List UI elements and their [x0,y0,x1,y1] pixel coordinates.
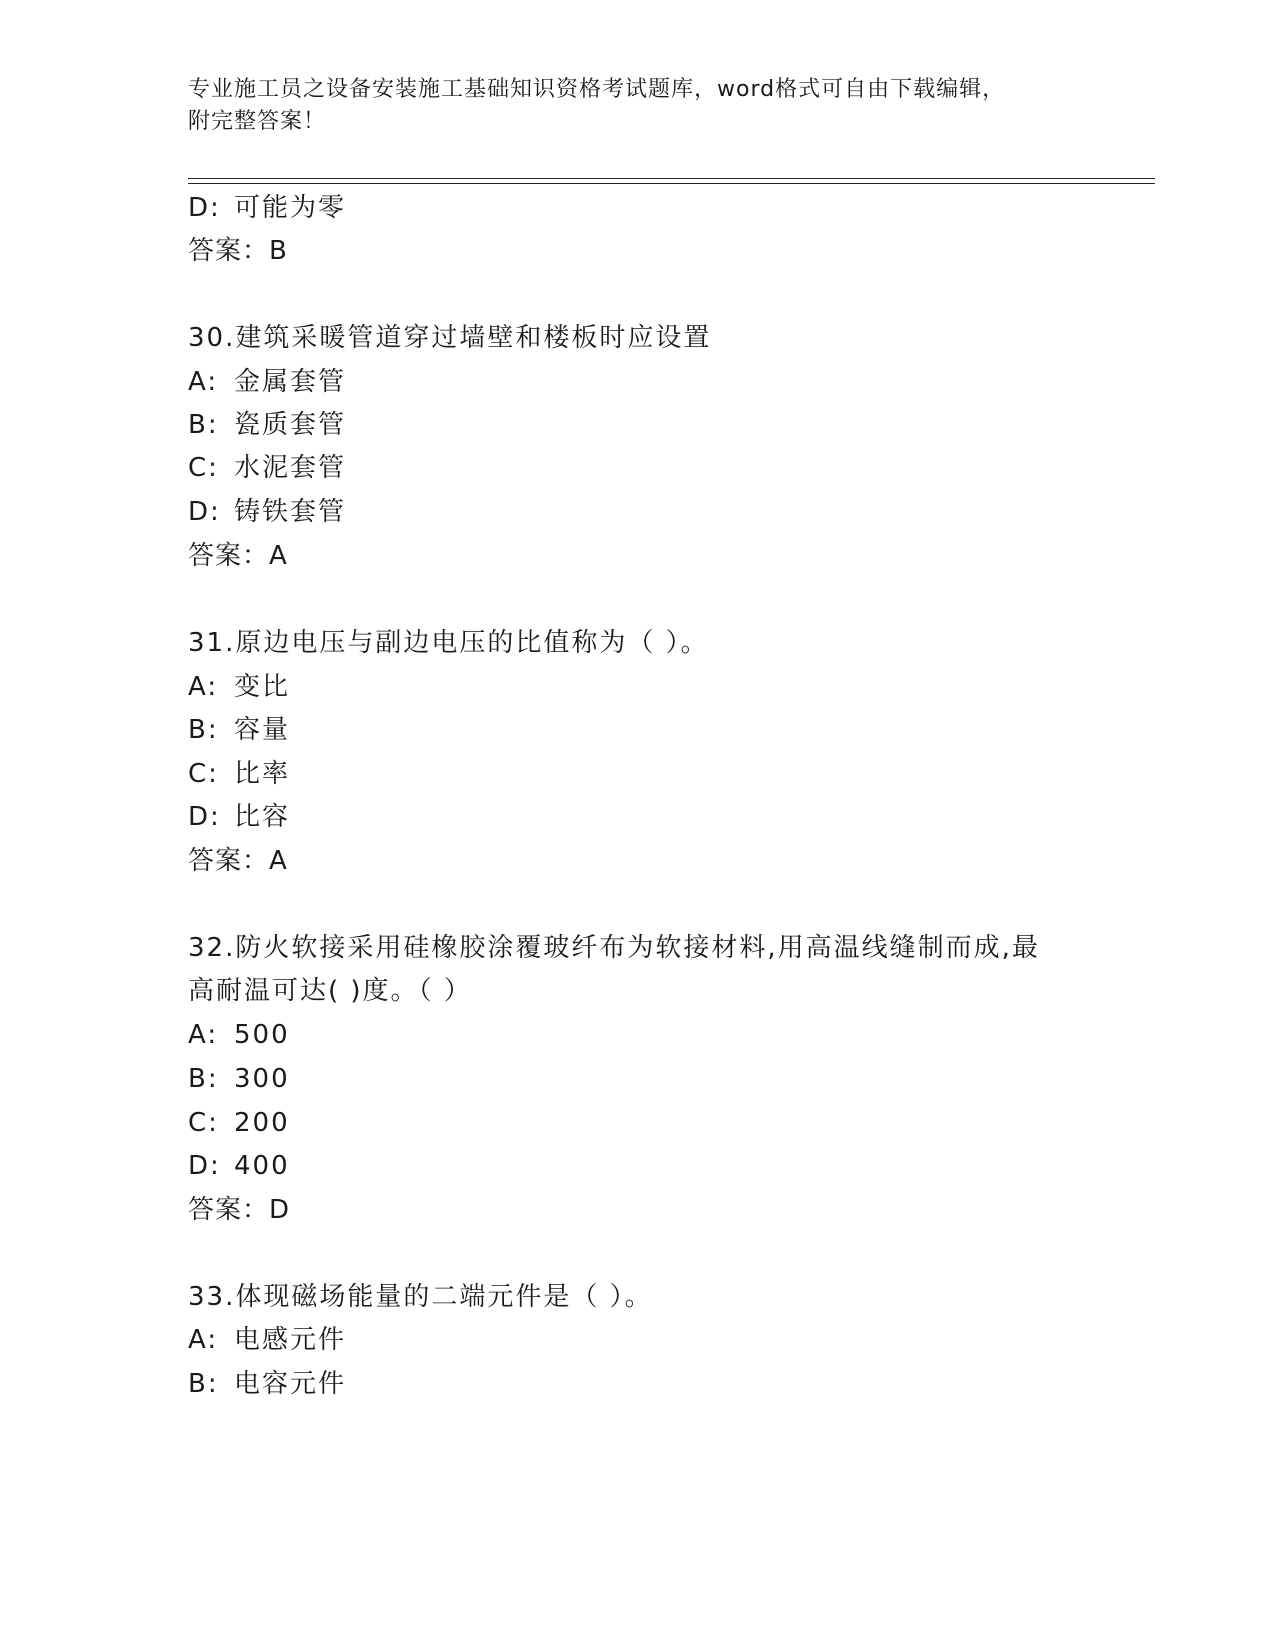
question-31-option-c [188,757,290,791]
option-text: 容量 [234,715,291,745]
option-text: 500 [234,1020,290,1050]
option-d-prev [188,191,346,225]
option-text: 铸铁套管 [234,497,347,527]
option-text: 可能为零 [234,193,347,223]
question-33-stem: 33.体现磁场能量的二端元件是（ ）。 [188,1282,653,1312]
option-text: 瓷质套管 [234,410,347,440]
option-label: A: [188,1020,219,1050]
option-label: B: [188,410,219,440]
option-label: C: [188,1108,219,1138]
option-text: 300 [234,1064,290,1094]
option-text: 比容 [234,802,291,832]
option-label: B: [188,1369,219,1399]
question-31-answer: 答案：A [188,846,288,876]
question-30-option-a [188,365,346,399]
option-text: 电容元件 [234,1369,347,1399]
question-30-option-c [188,451,346,485]
question-32-option-a [188,1018,290,1052]
question-31-option-b [188,713,290,747]
question-32-stem-line-2: 高耐温可达( )度。（ ） [188,976,472,1006]
option-label: A: [188,367,219,397]
option-label: A: [188,1325,219,1355]
question-31-option-d [188,800,290,834]
question-32-option-d [188,1149,290,1183]
question-30-answer: 答案：A [188,541,288,571]
question-33-option-b [188,1367,346,1401]
option-text: 水泥套管 [234,453,347,483]
option-text: 200 [234,1108,290,1138]
question-32-answer: 答案：D [188,1195,291,1225]
option-label: D: [188,497,221,527]
option-label: C: [188,759,219,789]
header-line-1: 专业施工员之设备安装施工基础知识资格考试题库，word格式可自由下载编辑， [188,77,1006,102]
question-30-option-d [188,495,346,529]
question-31-stem: 31.原边电压与副边电压的比值称为（ ）。 [188,628,709,658]
header-line-2: 附完整答案！ [188,109,327,134]
option-text: 电感元件 [234,1325,347,1355]
question-30-stem: 30.建筑采暖管道穿过墙壁和楼板时应设置 [188,323,712,353]
option-label: B: [188,1064,219,1094]
option-label: D: [188,1151,221,1181]
option-label: B: [188,715,219,745]
option-text: 比率 [234,759,291,789]
answer-prev: 答案：B [188,236,288,266]
question-32-stem-line-1: 32.防火软接采用硅橡胶涂覆玻纤布为软接材料,用高温线缝制而成,最 [188,933,1040,963]
header-divider-top [188,178,1155,179]
header-divider-bottom [188,183,1155,184]
option-label: C: [188,453,219,483]
document-header [188,74,1078,138]
option-text: 400 [234,1151,290,1181]
option-label: D: [188,193,221,223]
question-30-option-b [188,408,346,442]
option-text: 变比 [234,672,291,702]
question-32-option-b [188,1062,290,1096]
option-label: A: [188,672,219,702]
question-32-option-c [188,1106,290,1140]
option-label: D: [188,802,221,832]
option-text: 金属套管 [234,367,347,397]
question-33-option-a [188,1323,346,1357]
question-31-option-a [188,670,290,704]
